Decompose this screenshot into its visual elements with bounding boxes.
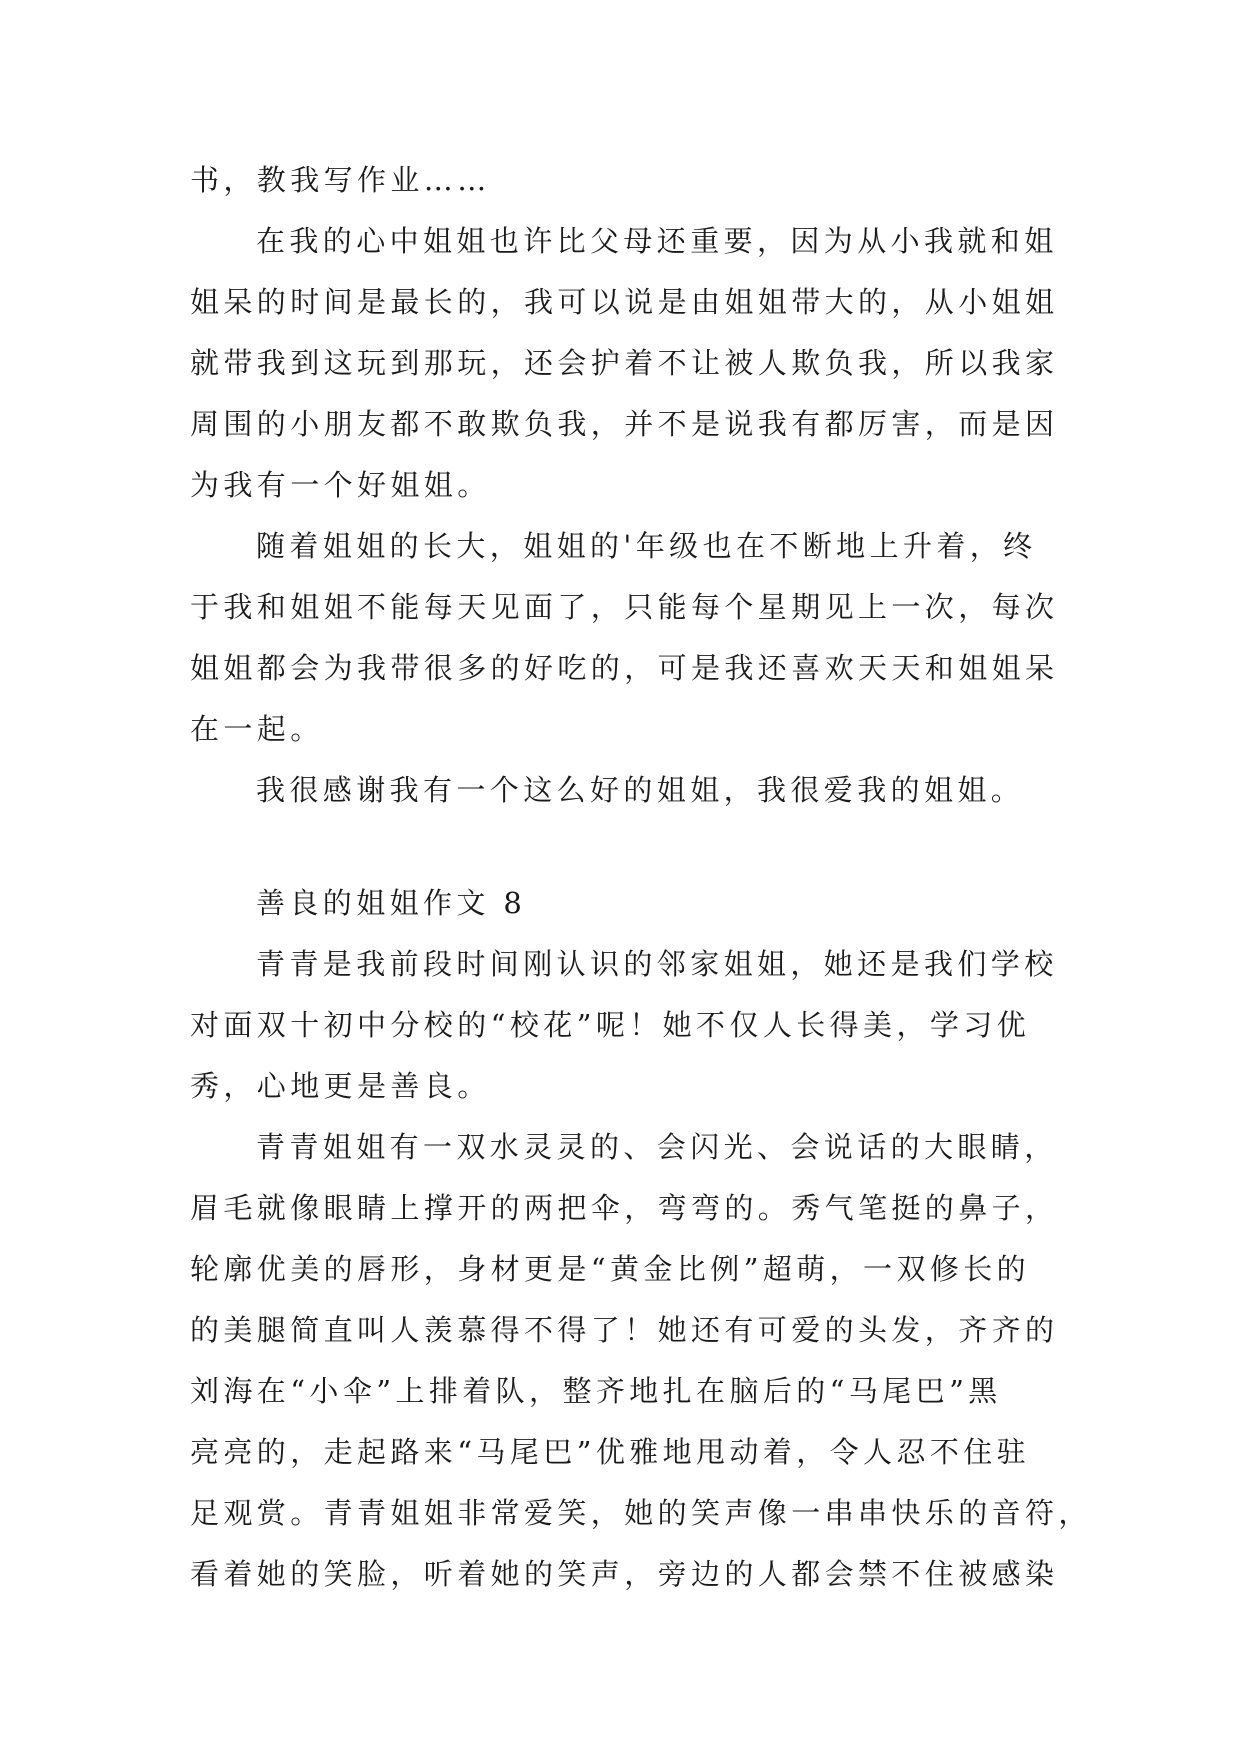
- text-line: 轮廓优美的唇形，身材更是“黄金比例”超萌，一双修长的: [190, 1252, 1031, 1286]
- text-line: 就带我到这玩到那玩，还会护着不让被人欺负我，所以我家: [190, 346, 1059, 380]
- text-line: 姐姐都会为我带很多的好吃的，可是我还喜欢天天和姐姐呆: [190, 651, 1059, 685]
- section-title: 善良的姐姐作文 8: [256, 886, 527, 920]
- text-line: 刘海在“小伞”上排着队，整齐地扎在脑后的“马尾巴”黑: [190, 1374, 1002, 1408]
- text-line: 对面双十初中分校的“校花”呢！她不仅人长得美，学习优: [190, 1008, 1031, 1042]
- text-line: 亮亮的，走起路来“马尾巴”优雅地甩动着，令人忍不住驻: [190, 1435, 1031, 1469]
- paragraph: [190, 1117, 1092, 1605]
- text-line: 我很感谢我有一个这么好的姐姐，我很爱我的姐姐。: [256, 773, 1025, 807]
- paragraph: [190, 516, 1070, 760]
- text-line: 在我的心中姐姐也许比父母还重要，因为从小我就和姐: [256, 224, 1058, 258]
- text-line: 在一起。: [190, 712, 324, 746]
- text-line: 秀，心地更是善良。: [190, 1069, 491, 1103]
- text-line: 姐呆的时间是最长的，我可以说是由姐姐带大的，从小姐姐: [190, 285, 1059, 319]
- text-line: 青青姐姐有一双水灵灵的、会闪光、会说话的大眼睛，: [256, 1130, 1058, 1164]
- text-line: 随着姐姐的长大，姐姐的'年级也在不断地上升着，终: [256, 529, 1037, 563]
- document-body: [190, 150, 1092, 1605]
- text-line: 的美腿简直叫人羡慕得不得了！她还有可爱的头发，齐齐的: [190, 1313, 1059, 1347]
- text-line: 眉毛就像眼睛上撑开的两把伞，弯弯的。秀气笔挺的鼻子，: [190, 1191, 1059, 1225]
- paragraph: [190, 760, 1070, 821]
- text-line: 于我和姐姐不能每天见面了，只能每个星期见上一次，每次: [190, 590, 1059, 624]
- text-line: 足观赏。青青姐姐非常爱笑，她的笑声像一串串快乐的音符，: [190, 1496, 1092, 1530]
- paragraph: [190, 211, 1070, 516]
- text-line: 青青是我前段时间刚认识的邻家姐姐，她还是我们学校: [256, 947, 1058, 981]
- text-line: 看着她的笑脸，听着她的笑声，旁边的人都会禁不住被感染: [190, 1557, 1059, 1591]
- text-line: 书，教我写作业……: [190, 163, 491, 197]
- text-line: 为我有一个好姐姐。: [190, 468, 491, 502]
- text-line: 周围的小朋友都不敢欺负我，并不是说我有都厉害，而是因: [190, 407, 1059, 441]
- paragraph: [190, 934, 1070, 1117]
- section-gap: [190, 821, 1070, 873]
